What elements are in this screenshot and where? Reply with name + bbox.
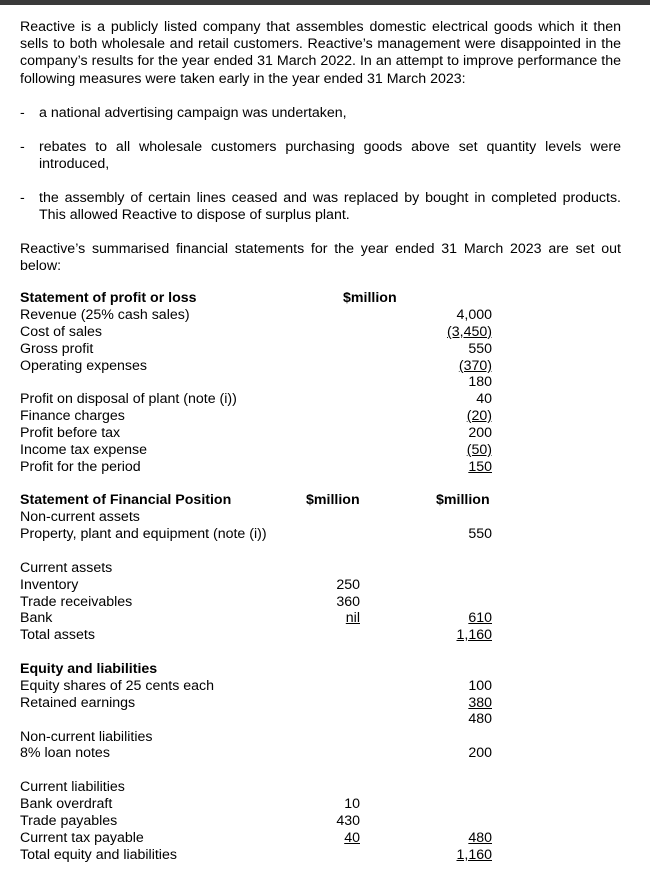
pl-value-revenue: 4,000 bbox=[456, 307, 492, 323]
shares-label: Equity shares of 25 cents each bbox=[20, 678, 215, 694]
loan-value: 200 bbox=[468, 745, 492, 761]
sofp-col1-header: $million bbox=[306, 492, 360, 508]
equity-total: 480 bbox=[468, 711, 492, 727]
receivables-value: 360 bbox=[336, 594, 360, 610]
pl-label-income-tax: Income tax expense bbox=[20, 442, 147, 458]
pl-value-operating-expenses: (370) bbox=[458, 358, 492, 374]
total-assets-value: 1,160 bbox=[456, 627, 492, 643]
bullet-3: the assembly of certain lines ceased and was replaced by bought in completed products. This allowed Reactive to dispose of surplus plant. bbox=[39, 190, 621, 224]
intro-paragraph: Reactive is a publicly listed company that assembles domestic electrical goods which it then sells to both wholesale and retail customers. Reactive’s management were disappointed in the company’s results for the year ended 31 March 2022. In an attempt to improve performance the following measures were taken early in the year ended 31 March 2023: bbox=[20, 19, 621, 87]
loan-label: 8% loan notes bbox=[20, 745, 110, 761]
bullet-1: a national advertising campaign was undertaken, bbox=[39, 105, 347, 121]
nca-heading: Non-current assets bbox=[20, 509, 140, 525]
pl-value-profit-before-tax: 200 bbox=[468, 425, 492, 441]
pl-value-gross-profit: 550 bbox=[468, 341, 492, 357]
pl-label-profit-for-period: Profit for the period bbox=[20, 459, 141, 475]
total-assets-label: Total assets bbox=[20, 627, 95, 643]
shares-value: 100 bbox=[468, 678, 492, 694]
top-border bbox=[0, 0, 650, 5]
overdraft-value: 10 bbox=[344, 796, 360, 812]
overdraft-label: Bank overdraft bbox=[20, 796, 113, 812]
pl-value-income-tax: (50) bbox=[466, 442, 492, 458]
ncl-heading: Non-current liabilities bbox=[20, 729, 153, 745]
total-equity-liabilities-value: 1,160 bbox=[456, 847, 492, 863]
pl-label-profit-on-disposal: Profit on disposal of plant (note (i)) bbox=[20, 391, 237, 407]
pl-value-operating-profit: 180 bbox=[468, 374, 492, 390]
tax-payable-value: 40 bbox=[344, 830, 360, 846]
ppe-label: Property, plant and equipment (note (i)) bbox=[20, 526, 267, 542]
ppe-value: 550 bbox=[468, 526, 492, 542]
payables-label: Trade payables bbox=[20, 813, 118, 829]
bullet-marker-1: - bbox=[20, 105, 25, 121]
bullet-marker-3: - bbox=[20, 190, 25, 206]
pl-label-cost-of-sales: Cost of sales bbox=[20, 324, 103, 340]
retained-label: Retained earnings bbox=[20, 695, 136, 711]
bank-label: Bank bbox=[20, 610, 53, 626]
current-liabilities-total: 480 bbox=[468, 830, 492, 846]
pl-value-profit-for-period: 150 bbox=[468, 459, 492, 475]
tax-payable-label: Current tax payable bbox=[20, 830, 144, 846]
pl-label-operating-expenses: Operating expenses bbox=[20, 358, 147, 374]
summary-paragraph: Reactive’s summarised financial statements for the year ended 31 March 2023 are set out below: bbox=[20, 241, 621, 275]
pl-label-profit-before-tax: Profit before tax bbox=[20, 425, 121, 441]
sofp-title: Statement of Financial Position bbox=[20, 492, 232, 508]
payables-value: 430 bbox=[336, 813, 360, 829]
bank-value: nil bbox=[345, 610, 360, 626]
total-equity-liabilities-label: Total equity and liabilities bbox=[20, 847, 177, 863]
pl-label-finance-charges: Finance charges bbox=[20, 408, 125, 424]
bullet-2: rebates to all wholesale customers purchasing goods above set quantity levels were introduced, bbox=[39, 139, 621, 173]
sofp-col2-header: $million bbox=[436, 492, 490, 508]
pl-value-profit-on-disposal: 40 bbox=[476, 391, 492, 407]
retained-value: 380 bbox=[468, 695, 492, 711]
pl-label-gross-profit: Gross profit bbox=[20, 341, 94, 357]
ca-heading: Current assets bbox=[20, 560, 113, 576]
pl-value-cost-of-sales: (3,450) bbox=[447, 324, 492, 340]
inventory-value: 250 bbox=[336, 577, 360, 593]
pl-title: Statement of profit or loss bbox=[20, 290, 197, 306]
pl-label-revenue: Revenue (25% cash sales) bbox=[20, 307, 190, 323]
current-assets-total: 610 bbox=[468, 610, 492, 626]
equity-heading: Equity and liabilities bbox=[20, 661, 158, 677]
receivables-label: Trade receivables bbox=[20, 594, 133, 610]
inventory-label: Inventory bbox=[20, 577, 79, 593]
pl-col-header: $million bbox=[343, 290, 397, 306]
bullet-marker-2: - bbox=[20, 139, 25, 155]
cl-heading: Current liabilities bbox=[20, 779, 125, 795]
pl-value-finance-charges: (20) bbox=[466, 408, 492, 424]
